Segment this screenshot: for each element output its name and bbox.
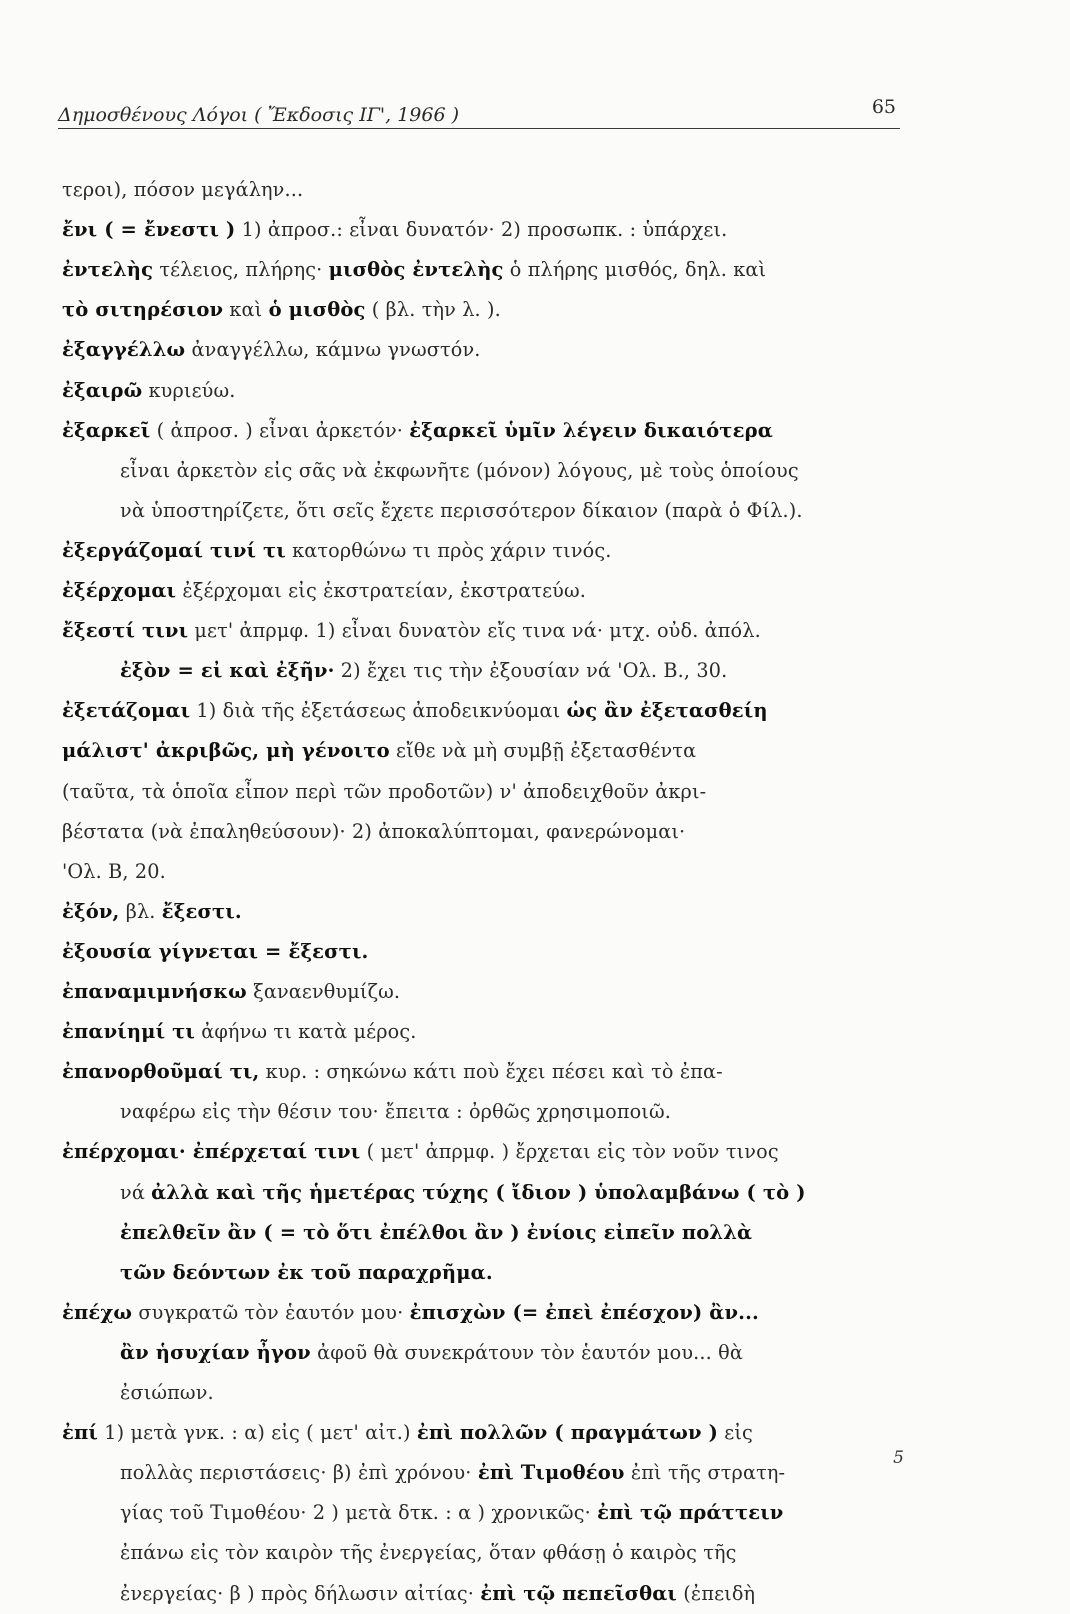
- definition-text: καὶ: [223, 298, 269, 322]
- definition-text: ( βλ. τὴν λ. ).: [365, 298, 501, 322]
- definition-text: (ἐπειδὴ: [677, 1581, 756, 1605]
- definition-text: εἴθε νὰ μὴ συμβῇ ἐξετασθέντα: [389, 739, 697, 763]
- headword: ἐπί: [62, 1421, 99, 1445]
- entry-line: [62, 1293, 759, 1333]
- entry-line: [62, 812, 685, 852]
- entry-line: [62, 250, 766, 290]
- entry-line: [120, 1333, 743, 1373]
- headword: ἐξεργάζομαί τινί τι: [62, 538, 286, 562]
- entry-line: [120, 451, 799, 491]
- definition-text: ἐπὶ τῆς στρατη-: [624, 1461, 786, 1485]
- headword: ἐπέρχομαι· ἐπέρχεταί τινι: [62, 1140, 361, 1164]
- definition-text: ( ἀπροσ. ) εἶναι ἀρκετόν·: [150, 418, 410, 442]
- headword: ἐξαρκεῖ: [62, 418, 151, 442]
- definition-text: κυρ. : σηκώνω κάτι ποὺ ἔχει πέσει καὶ τὸ ἐπα-: [259, 1060, 723, 1084]
- definition-text: γίας τοῦ Τιμοθέου· 2 ) μετὰ δτκ. : α ) χρονικῶς·: [120, 1501, 598, 1525]
- definition-text: κυριεύω.: [142, 378, 236, 402]
- headword: ἐξαγγέλλω: [62, 338, 186, 362]
- entry-line: [62, 531, 612, 571]
- headword: ἐπισχὼν (= ἐπεὶ ἐπέσχον) ἂν...: [409, 1300, 759, 1324]
- definition-text: τέλειος, πλήρης·: [153, 258, 329, 282]
- entry-line: [62, 290, 501, 330]
- headword: τὸ σιτηρέσιον: [62, 298, 224, 322]
- entry-line: [62, 1132, 779, 1172]
- entry-line: [62, 611, 761, 651]
- headword: ἂν ἡσυχίαν ἦγον: [120, 1340, 311, 1364]
- definition-text: ἀφοῦ θὰ συνεκράτουν τὸν ἑαυτόν μου... θὰ: [310, 1340, 743, 1364]
- definition-text: τεροι), πόσον μεγάλην...: [62, 178, 304, 201]
- headword: ὁ μισθὸς: [268, 298, 366, 322]
- headword: ἔξεστι.: [161, 899, 242, 923]
- headword: μισθὸς ἐντελὴς: [328, 258, 504, 282]
- entry-line: [62, 330, 481, 370]
- entry-line: [62, 1052, 723, 1092]
- definition-text: 1) μετὰ γνκ. : α) εἰς ( μετ' αἰτ.): [98, 1421, 417, 1445]
- definition-text: 1) διὰ τῆς ἐξετάσεως ἀποδεικνύομαι: [190, 699, 567, 723]
- entry-line: [62, 691, 768, 731]
- definition-text: ἀφήνω τι κατὰ μέρος.: [194, 1020, 417, 1044]
- page-number: 65: [871, 96, 896, 118]
- definition-text: εἶναι ἀρκετὸν εἰς σᾶς νὰ ἐκφωνῆτε (μόνον) λόγους, μὲ τοὺς ὁποίους: [120, 458, 799, 482]
- entry-line: [120, 1092, 671, 1132]
- definition-text: ἐξέρχομαι εἰς ἐκστρατείαν, ἐκστρατεύω.: [176, 579, 587, 602]
- headword: ἐντελὴς: [62, 258, 154, 282]
- headword: μάλιστ' ἀκριβῶς, μὴ γένοιτο: [62, 739, 390, 763]
- headword: ἐξουσία γίγνεται = ἔξεστι.: [62, 939, 369, 963]
- headword: ἐξὸν = εἰ καὶ ἐξῆν·: [120, 659, 335, 683]
- headword: ὡς ἂν ἐξετασθείη: [566, 699, 768, 723]
- definition-text: 'Ολ. Β, 20.: [62, 859, 166, 883]
- definition-text: βέστατα (νὰ ἐπαληθεύσουν)· 2) ἀποκαλύπτομαι, φανερώνομαι·: [62, 819, 686, 843]
- definition-text: κατορθώνω τι πρὸς χάριν τινός.: [285, 538, 612, 562]
- definition-text: εἰς: [718, 1421, 753, 1445]
- entry-line: [120, 1253, 493, 1293]
- definition-text: (ταῦτα, τὰ ὁποῖα εἶπον περὶ τῶν προδοτῶν) ν' ἀποδειχθοῦν ἀκρι-: [62, 779, 707, 803]
- entry-line: [62, 772, 706, 812]
- entry-line: [120, 491, 803, 531]
- headword: ἀλλὰ καὶ τῆς ἡμετέρας τύχης ( ἴδιον ) ὑπολαμβάνω ( τὸ ): [151, 1180, 806, 1204]
- entry-line: [120, 1373, 214, 1413]
- entry-line: [120, 1173, 806, 1213]
- entry-line: [62, 571, 586, 611]
- signature-number: 5: [893, 1448, 904, 1468]
- headword: τῶν δεόντων ἐκ τοῦ παραχρῆμα.: [120, 1260, 493, 1284]
- headword: ἐπανίημί τι: [62, 1020, 195, 1044]
- definition-text: ναφέρω εἰς τὴν θέσιν του· ἔπειτα : ὀρθῶς χρησιμοποιῶ.: [120, 1100, 672, 1124]
- definition-text: ἐπάνω εἰς τὸν καιρὸν τῆς ἐνεργείας, ὅταν φθάσῃ ὁ καιρὸς τῆς: [120, 1541, 737, 1565]
- entry-line: [120, 1574, 755, 1614]
- definition-text: πολλὰς περιστάσεις· β) ἐπὶ χρόνου·: [120, 1461, 478, 1485]
- headword: ἐπὶ τῷ πράττειν: [597, 1501, 784, 1525]
- definition-text: ξαναενθυμίζω.: [246, 980, 401, 1003]
- entry-line: [62, 210, 727, 250]
- definition-text: 1) ἀπροσ.: εἶναι δυνατόν· 2) προσωπκ. : ὑπάρχει.: [235, 218, 728, 242]
- headword: ἐξαιρῶ: [62, 378, 143, 402]
- entry-line: [62, 371, 236, 411]
- entry-line: [62, 1413, 753, 1453]
- definition-text: νά: [120, 1180, 152, 1204]
- headword: ἐξαρκεῖ ὑμῖν λέγειν δικαιότερα: [409, 418, 773, 442]
- entry-line: [120, 651, 727, 691]
- headword: ἐπέχω: [62, 1300, 133, 1324]
- entry-line: [62, 170, 303, 210]
- headword: ἐξέρχομαι: [62, 579, 177, 602]
- definition-text: ἐσιώπων.: [120, 1381, 214, 1404]
- entry-line: [62, 411, 773, 451]
- entry-line: [120, 1533, 737, 1573]
- definition-text: ( μετ' ἀπρμφ. ) ἔρχεται εἰς τὸν νοῦν τινος: [360, 1140, 779, 1164]
- entry-line: [62, 932, 368, 972]
- definition-text: βλ.: [119, 899, 162, 923]
- entry-line: [62, 731, 696, 771]
- entry-line: [62, 892, 242, 932]
- running-title: Δημοσθένους Λόγοι ( Ἔκδοσις ΙΓ', 1966 ): [58, 104, 460, 126]
- headword: ἐπὶ τῷ πεπεῖσθαι: [480, 1581, 677, 1605]
- entry-line: [120, 1453, 785, 1493]
- headword: ἔνι ( = ἔνεστι ): [62, 218, 236, 242]
- headword: ἐπελθεῖν ἂν ( = τὸ ὅτι ἐπέλθοι ἂν ) ἐνίοις εἰπεῖν πολλὰ: [120, 1220, 753, 1244]
- definition-text: ἐνεργείας· β ) πρὸς δήλωσιν αἰτίας·: [120, 1581, 481, 1605]
- entry-line: [120, 1213, 752, 1253]
- definition-text: συγκρατῶ τὸν ἑαυτόν μου·: [132, 1300, 410, 1324]
- definition-text: νὰ ὑποστηρίζετε, ὅτι σεῖς ἔχετε περισσότερον δίκαιον (παρὰ ὁ Φίλ.).: [120, 498, 803, 522]
- definition-text: ὁ πλήρης μισθός, δηλ. καὶ: [503, 258, 767, 282]
- entry-line: [120, 1493, 783, 1533]
- headword: ἐπανορθοῦμαί τι,: [62, 1060, 260, 1084]
- headword: ἐξόν,: [62, 899, 120, 923]
- headword: ἐπαναμιμνήσκω: [62, 980, 247, 1003]
- entry-line: [62, 852, 166, 892]
- headword: ἐπὶ πολλῶν ( πραγμάτων ): [416, 1421, 718, 1445]
- headword: ἐπὶ Τιμοθέου: [477, 1461, 625, 1485]
- definition-text: ἀναγγέλλω, κάμνω γνωστόν.: [185, 338, 481, 362]
- page-header: [58, 96, 900, 129]
- definition-text: 2) ἔχει τις τὴν ἐξουσίαν νά 'Ολ. Β., 30.: [334, 659, 728, 683]
- headword: ἐξετάζομαι: [62, 699, 191, 723]
- entry-line: [62, 1012, 416, 1052]
- entry-line: [62, 972, 400, 1012]
- definition-text: μετ' ἀπρμφ. 1) εἶναι δυνατὸν εἴς τινα νά· μτχ. οὐδ. ἀπόλ.: [188, 619, 761, 643]
- headword: ἔξεστί τινι: [62, 619, 189, 643]
